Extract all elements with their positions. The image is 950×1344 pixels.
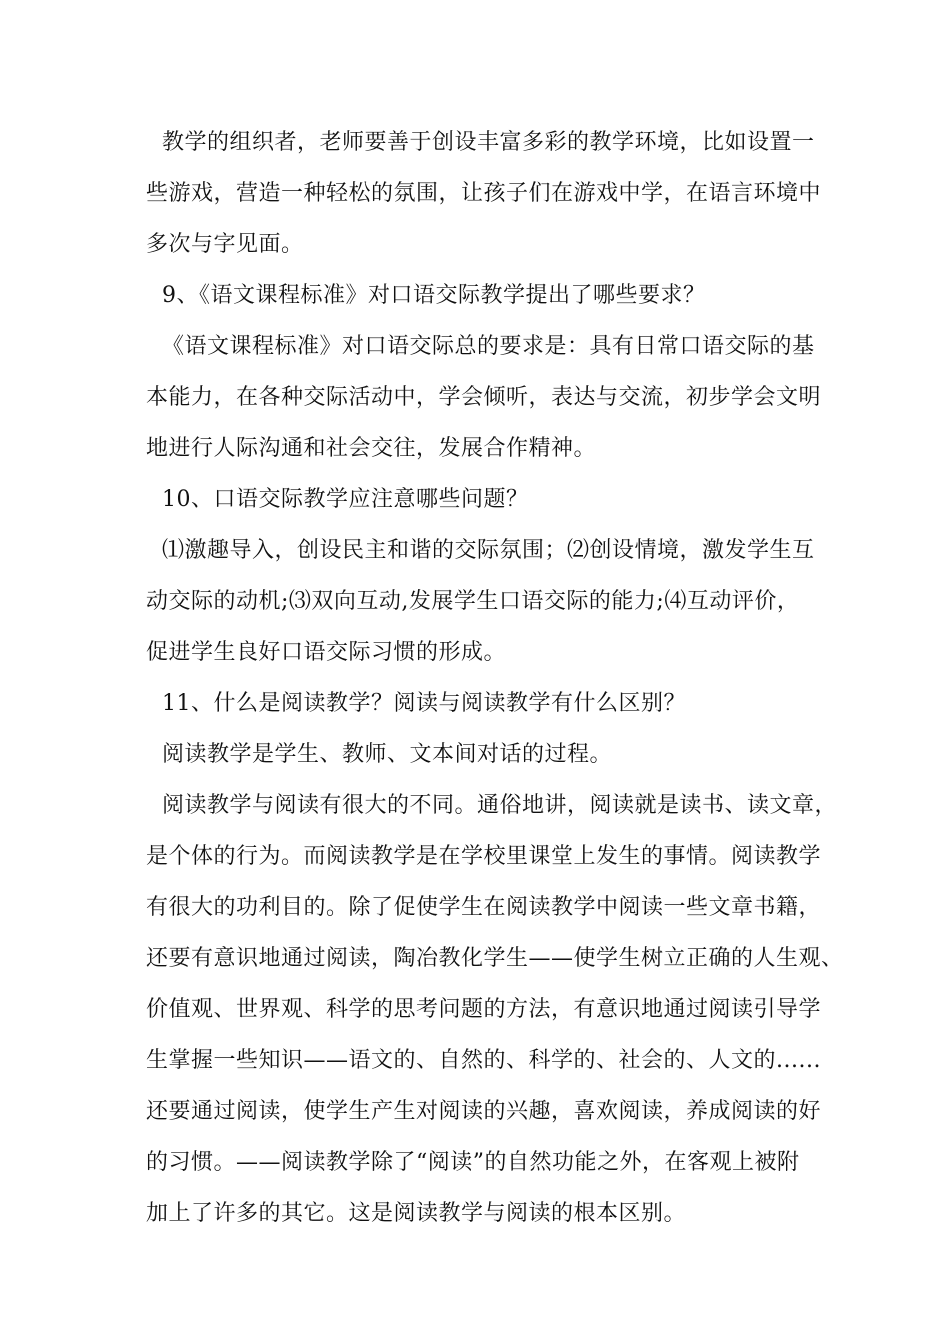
- paragraph-line: 还要通过阅读，使学生产生对阅读的兴趣，喜欢阅读，养成阅读的好: [146, 1099, 822, 1124]
- document-body: [146, 117, 844, 1239]
- paragraph-line: 加上了许多的其它。这是阅读教学与阅读的根本区别。: [146, 1201, 687, 1226]
- paragraph-line: 有很大的功利目的。除了促使学生在阅读教学中阅读一些文章书籍，: [146, 895, 822, 920]
- paragraph-line: 是个体的行为。而阅读教学是在学校里课堂上发生的事情。阅读教学: [146, 844, 822, 869]
- paragraph-line: ⑴激趣导入，创设民主和谐的交际氛围；⑵创设情境，激发学生互: [162, 538, 815, 563]
- question-heading: 10、口语交际教学应注意哪些问题？: [162, 487, 529, 512]
- question-heading: 9、《语文课程标准》对口语交际教学提出了哪些要求？: [162, 283, 706, 308]
- paragraph-line: 本能力，在各种交际活动中，学会倾听，表达与交流，初步学会文明: [146, 385, 822, 410]
- paragraph-line: 教学的组织者，老师要善于创设丰富多彩的教学环境，比如设置一: [162, 130, 815, 155]
- paragraph-line: 还要有意识地通过阅读，陶冶教化学生——使学生树立正确的人生观、: [146, 946, 844, 971]
- paragraph-line: 阅读教学是学生、教师、文本间对话的过程。: [162, 742, 613, 767]
- paragraph-line: 的习惯。——阅读教学除了“阅读”的自然功能之外，在客观上被附: [146, 1150, 800, 1175]
- paragraph-line: 生掌握一些知识——语文的、自然的、科学的、社会的、人文的......: [146, 1048, 821, 1073]
- paragraph-line: 地进行人际沟通和社会交往，发展合作精神。: [146, 436, 597, 461]
- paragraph-line: 动交际的动机;⑶双向互动,发展学生口语交际的能力;⑷互动评价，: [146, 589, 800, 614]
- paragraph-line: 些游戏，营造一种轻松的氛围，让孩子们在游戏中学，在语言环境中: [146, 181, 822, 206]
- paragraph-line: 价值观、世界观、科学的思考问题的方法，有意识地通过阅读引导学: [146, 997, 822, 1022]
- paragraph-line: 阅读教学与阅读有很大的不同。通俗地讲，阅读就是读书、读文章，: [162, 793, 838, 818]
- paragraph-line: 《语文课程标准》对口语交际总的要求是：具有日常口语交际的基: [162, 334, 815, 359]
- question-heading: 11、什么是阅读教学？阅读与阅读教学有什么区别？: [162, 691, 686, 716]
- paragraph-line: 多次与字见面。: [146, 232, 304, 257]
- paragraph-line: 促进学生良好口语交际习惯的形成。: [146, 640, 507, 665]
